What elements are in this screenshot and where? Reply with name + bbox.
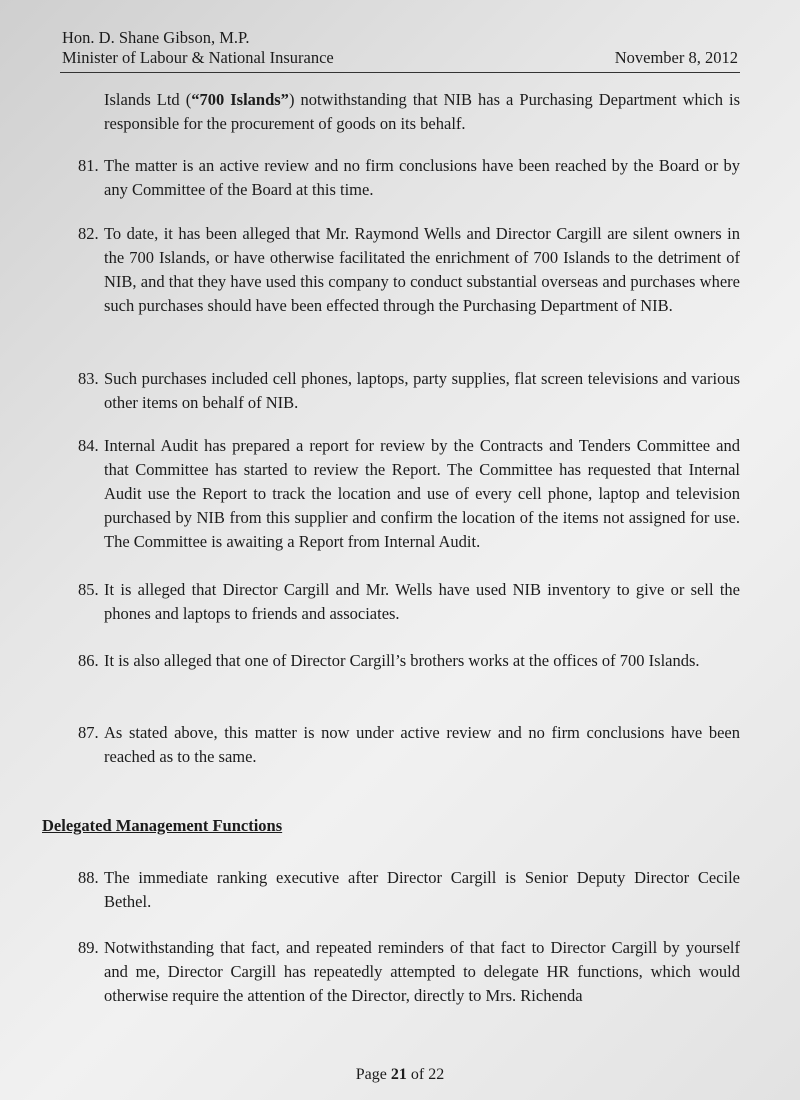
paragraph-text: As stated above, this matter is now under active review and no firm conclusions have been reached as to the same. xyxy=(104,723,740,766)
paragraph-88 xyxy=(78,866,740,914)
paragraph-84 xyxy=(78,434,740,554)
paragraph-text: It is alleged that Director Cargill and Mr. Wells have used NIB inventory to give or sell the phones and laptops to friends and associates. xyxy=(104,580,740,623)
paragraph-number: 81. xyxy=(78,156,99,175)
paragraph-text: Internal Audit has prepared a report for review by the Contracts and Tenders Committee and that Committee has started to review the Report. The Committee has requested that Internal Audit use the Report to track the location and use of every cell phone, laptop and television purchased by NIB from this supplier and confirm the location of the items not assigned for use. The Committee is awaiting a Report from Internal Audit. xyxy=(104,436,740,551)
continued-text-pre: Islands Ltd ( xyxy=(104,90,192,109)
paragraph-text: It is also alleged that one of Director Cargill’s brothers works at the offices of 700 Islands. xyxy=(104,651,700,670)
paragraph-number: 85. xyxy=(78,580,99,599)
paragraph-85 xyxy=(78,578,740,626)
paragraph-number: 86. xyxy=(78,651,99,670)
header-title: Minister of Labour & National Insurance xyxy=(62,48,334,67)
header-author: Hon. D. Shane Gibson, M.P. xyxy=(62,28,250,47)
paragraph-86 xyxy=(78,649,740,673)
paragraph-number: 88. xyxy=(78,868,99,887)
paragraph-number: 89. xyxy=(78,938,99,957)
paragraph-81 xyxy=(78,154,740,202)
paragraph-number: 82. xyxy=(78,224,99,243)
paragraph-87 xyxy=(78,721,740,769)
continued-text-bold: “700 Islands” xyxy=(191,90,289,109)
header-left xyxy=(62,28,334,68)
page-of: of xyxy=(410,1066,425,1083)
section-heading: Delegated Management Functions xyxy=(42,816,283,835)
page-total: 22 xyxy=(428,1066,445,1083)
continued-paragraph xyxy=(104,88,740,136)
paragraph-text: Notwithstanding that fact, and repeated reminders of that fact to Director Cargill by yourself and me, Director Cargill has repeatedly attempted to delegate HR functions, which would otherwise require the attention of the Director, directly to Mrs. Richenda xyxy=(104,938,740,1005)
paragraph-83 xyxy=(78,367,740,415)
paragraph-82 xyxy=(78,222,740,318)
paragraph-number: 83. xyxy=(78,369,99,388)
paragraph-text: Such purchases included cell phones, laptops, party supplies, flat screen televisions and various other items on behalf of NIB. xyxy=(104,369,740,412)
continued-text-post: ) notwithstanding that NIB has a Purchasing Department which is responsible for the procurement of goods on its behalf. xyxy=(104,90,740,133)
paragraph-89 xyxy=(78,936,740,1008)
page-current: 21 xyxy=(390,1066,407,1083)
header-divider xyxy=(60,72,740,73)
paragraph-text: To date, it has been alleged that Mr. Raymond Wells and Director Cargill are silent owners in the 700 Islands, or have otherwise facilitated the enrichment of 700 Islands to the detriment of NIB, and that they have used this company to conduct substantial overseas and purchases where such purchases should have been effected through the Purchasing Department of NIB. xyxy=(104,224,740,315)
paragraph-number: 87. xyxy=(78,723,99,742)
page-footer xyxy=(0,1066,800,1084)
paragraph-text: The matter is an active review and no firm conclusions have been reached by the Board or by any Committee of the Board at this time. xyxy=(104,156,740,199)
paragraph-number: 84. xyxy=(78,436,99,455)
paragraph-text: The immediate ranking executive after Director Cargill is Senior Deputy Director Cecile Bethel. xyxy=(104,868,740,911)
header-date: November 8, 2012 xyxy=(614,48,738,67)
page-label: Page xyxy=(355,1066,387,1083)
